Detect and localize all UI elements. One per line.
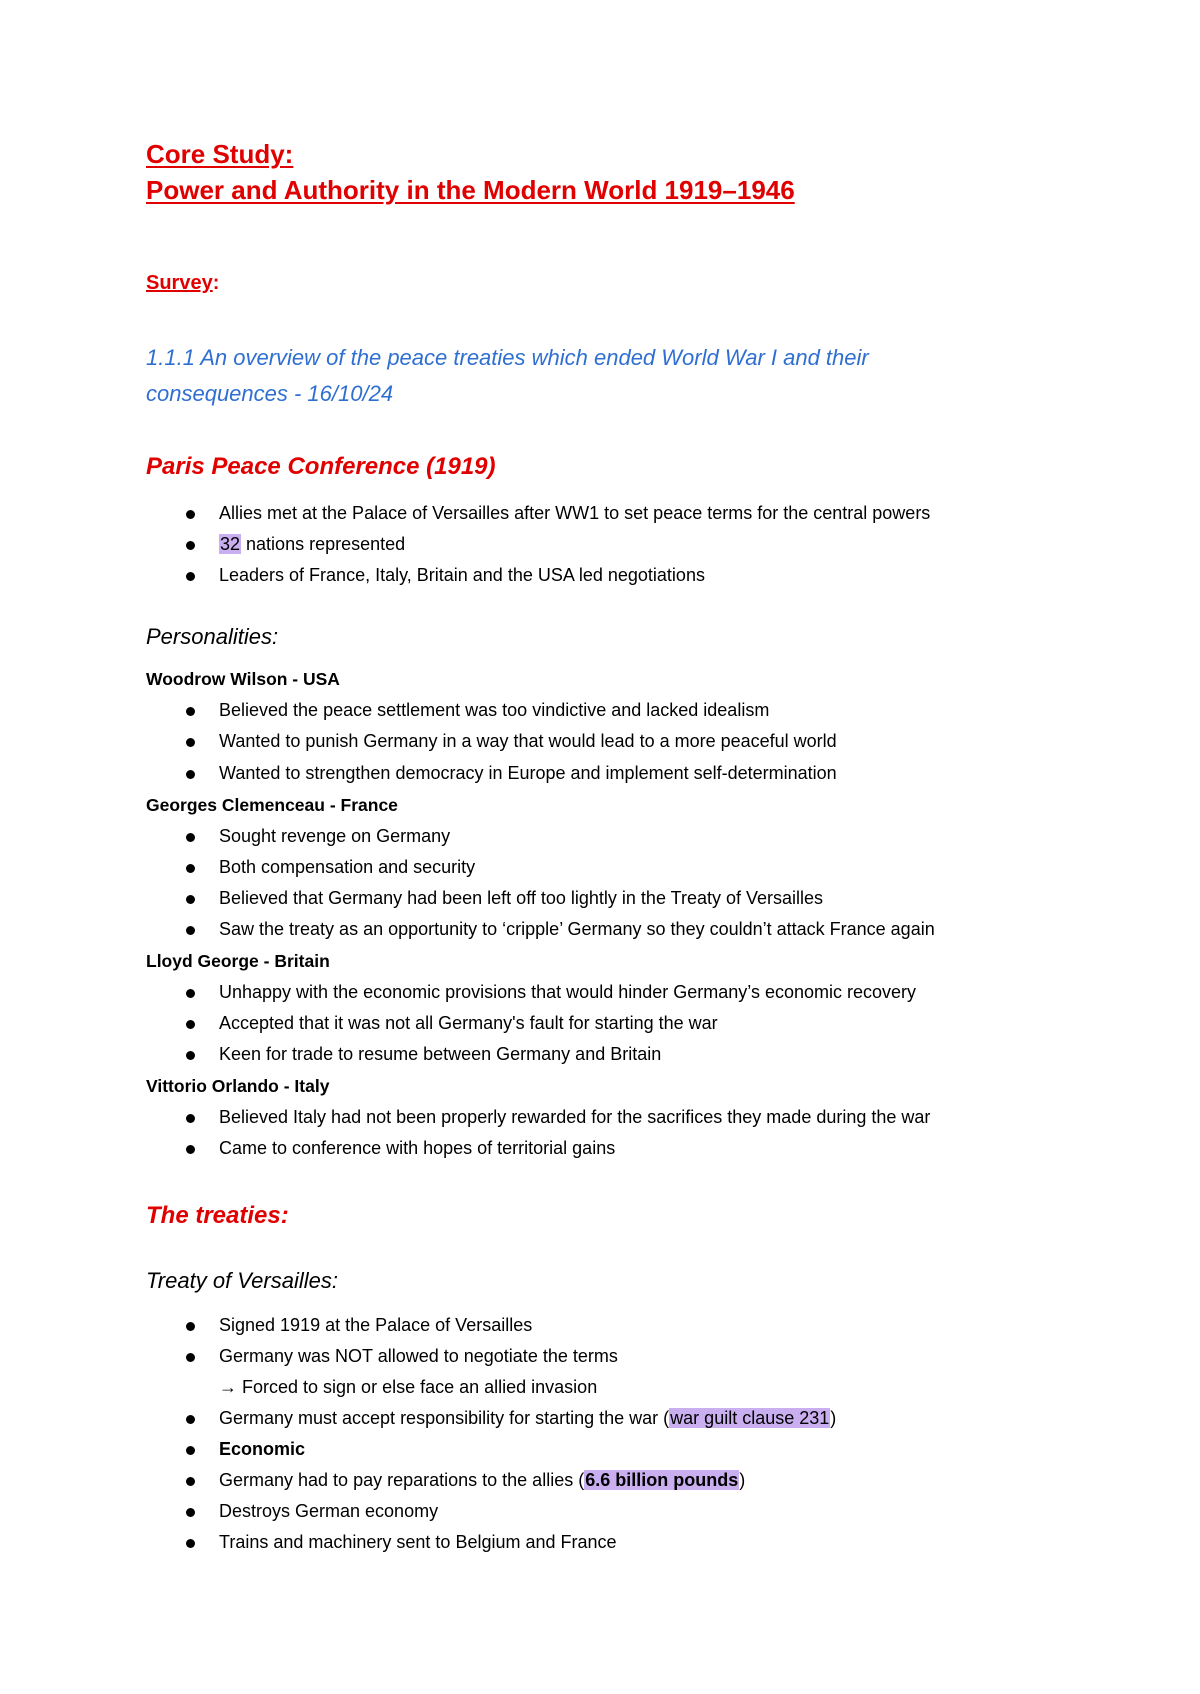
bullet-icon: [186, 707, 195, 716]
list-item-post: ): [830, 1408, 837, 1428]
bullet-icon: [186, 1145, 195, 1154]
list-item-pre: Germany had to pay reparations to the allies (: [219, 1470, 585, 1490]
survey-label: [146, 272, 219, 295]
bullet-icon: [186, 1477, 195, 1486]
bullet-icon: [186, 738, 195, 747]
person-wilson: Woodrow Wilson - USA: [146, 669, 340, 689]
list-item-text: [219, 1470, 745, 1491]
person-orlando: Vittorio Orlando - Italy: [146, 1076, 330, 1096]
bullet-icon: [186, 1353, 195, 1362]
bullet-icon: [186, 541, 195, 550]
list-item-post: ): [739, 1470, 746, 1490]
list-item-text: Wanted to strengthen democracy in Europe and implement self-determination: [219, 763, 837, 783]
bullet-icon: [186, 1051, 195, 1060]
list-item-text: Believed Italy had not been properly rewarded for the sacrifices they made during the war: [219, 1107, 931, 1127]
list-item-text: Trains and machinery sent to Belgium and France: [219, 1532, 617, 1552]
list-item-continuation: → Forced to sign or else face an allied invasion: [219, 1377, 598, 1397]
list-item-text: Accepted that it was not all Germany's fault for starting the war: [219, 1013, 718, 1033]
conference-heading: Paris Peace Conference (1919): [146, 453, 496, 480]
list-item-text: [219, 534, 405, 555]
list-item-text: Sought revenge on Germany: [219, 826, 451, 846]
bullet-icon: [186, 572, 195, 581]
list-item-text: Unhappy with the economic provisions that would hinder Germany’s economic recovery: [219, 982, 917, 1002]
bullet-icon: [186, 1539, 195, 1548]
highlight-war-guilt: war guilt clause 231: [670, 1408, 830, 1428]
list-item-text: Both compensation and security: [219, 857, 476, 877]
versailles-heading: Treaty of Versailles:: [146, 1268, 338, 1293]
list-item-rest: nations represented: [241, 534, 406, 554]
person-lloyd-george: Lloyd George - Britain: [146, 951, 330, 971]
topic-line-2: consequences - 16/10/24: [146, 381, 394, 406]
bullet-icon: [186, 1415, 195, 1424]
bullet-icon: [186, 1322, 195, 1331]
highlight-32: 32: [220, 534, 241, 554]
bullet-icon: [186, 833, 195, 842]
bullet-icon: [186, 510, 195, 519]
list-item-text: Saw the treaty as an opportunity to ‘cripple’ Germany so they couldn’t attack France again: [219, 919, 935, 939]
list-item-text: Germany was NOT allowed to negotiate the terms: [219, 1346, 618, 1366]
list-item-text: Destroys German economy: [219, 1501, 439, 1521]
topic-line-1: 1.1.1 An overview of the peace treaties which ended World War I and their: [146, 345, 869, 370]
bullet-icon: [186, 864, 195, 873]
list-item-text: Keen for trade to resume between Germany and Britain: [219, 1044, 662, 1064]
person-clemenceau: Georges Clemenceau - France: [146, 795, 398, 815]
bullet-icon: [186, 926, 195, 935]
list-item-text: Allies met at the Palace of Versailles after WW1 to set peace terms for the central powers: [219, 503, 931, 523]
list-item-text: Came to conference with hopes of territorial gains: [219, 1138, 616, 1158]
bullet-icon: [186, 770, 195, 779]
list-item-text: Believed the peace settlement was too vindictive and lacked idealism: [219, 700, 770, 720]
bullet-icon: [186, 1446, 195, 1455]
bullet-icon: [186, 1508, 195, 1517]
highlight-reparations: 6.6 billion pounds: [585, 1470, 739, 1490]
course-title: Power and Authority in the Modern World 1919–1946: [146, 175, 795, 205]
bullet-icon: [186, 1020, 195, 1029]
list-item-text: [219, 1408, 836, 1429]
personalities-heading: Personalities:: [146, 624, 279, 649]
bullet-icon: [186, 1114, 195, 1123]
bullet-icon: [186, 895, 195, 904]
list-item-text: Leaders of France, Italy, Britain and the USA led negotiations: [219, 565, 705, 585]
treaties-heading: The treaties:: [146, 1202, 289, 1229]
survey-label-colon: :: [212, 272, 220, 294]
survey-label-text: Survey: [146, 272, 213, 294]
list-item-text: Economic: [219, 1439, 306, 1459]
list-item-pre: Germany must accept responsibility for starting the war (: [219, 1408, 670, 1428]
bullet-icon: [186, 989, 195, 998]
list-item-text: Believed that Germany had been left off too lightly in the Treaty of Versailles: [219, 888, 824, 908]
list-item-text: Wanted to punish Germany in a way that would lead to a more peaceful world: [219, 731, 837, 751]
list-item-text: Signed 1919 at the Palace of Versailles: [219, 1315, 533, 1335]
core-study-title: Core Study:: [146, 139, 294, 169]
